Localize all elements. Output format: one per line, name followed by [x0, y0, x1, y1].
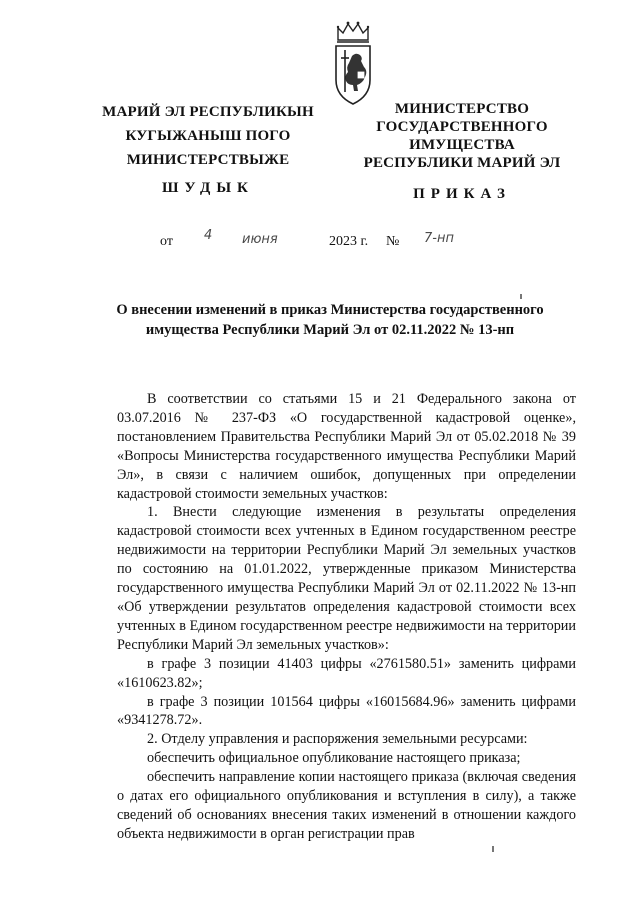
handwritten-month: июня — [242, 232, 278, 247]
header-left-line: МАРИЙ ЭЛ РЕСПУБЛИКЫН — [102, 104, 314, 120]
title-line: имущества Республики Марий Эл от 02.11.2022 № 13-нп — [145, 322, 515, 338]
paragraph: обеспечить направление копии настоящего приказа (включая сведения о датах его официального опубликования и вступления в силу), а также сведений об основаниях внесения таких изменений в отношении каждого объекта недвижимости в орган регистрации прав — [117, 769, 576, 842]
header-right-line: ГОСУДАРСТВЕННОГО — [376, 119, 548, 135]
header-right-line: МИНИСТЕРСТВО — [394, 101, 530, 117]
title-line: О внесении изменений в приказ Министерства государственного — [116, 302, 544, 318]
document-body — [117, 390, 576, 844]
doc-type-left: ШУДЫК — [162, 180, 254, 196]
paragraph: в графе 3 позиции 41403 цифры «2761580.51» заменить цифрами «1610623.82»; — [117, 655, 576, 691]
header-left-block — [98, 100, 318, 172]
coat-of-arms-emblem — [332, 18, 374, 108]
header-left-line: МИНИСТЕРСТВЫЖЕ — [126, 152, 290, 168]
from-label: от — [160, 234, 173, 249]
paragraph: в графе 3 позиции 101564 цифры «16015684.96» заменить цифрами «9341278.72». — [117, 693, 576, 729]
handwritten-day: 4 — [204, 228, 213, 243]
handwritten-number: 7-нп — [424, 231, 454, 246]
paragraph: обеспечить официальное опубликование настоящего приказа; — [147, 750, 521, 767]
header-right-line: РЕСПУБЛИКИ МАРИЙ ЭЛ — [363, 155, 561, 171]
date-number-line — [0, 228, 640, 256]
year-label: 2023 г. — [329, 234, 369, 249]
scan-mark — [520, 294, 522, 299]
scan-mark — [492, 846, 494, 852]
document-title — [90, 300, 570, 340]
doc-type-right: ПРИКАЗ — [413, 186, 511, 202]
paragraph: 1. Внести следующие изменения в результаты определения кадастровой стоимости всех учтенных в Едином государственном реестре недвижимости на территории Республики Марий Эл земельных участков по состоянию на 01.01.2022, утвержденные приказом Министерства государственного имущества Республики Марий Эл от 02.11.2022 № 13-нп «Об утверждении результатов определения кадастровой стоимости всех учтенных в Едином государственном реестре недвижимости на территории Республики Марий Эл земельных участков»: — [117, 504, 576, 653]
header-right-line: ИМУЩЕСТВА — [409, 137, 515, 153]
header-right-block — [352, 100, 572, 172]
number-label: № — [386, 234, 400, 249]
paragraph: 2. Отделу управления и распоряжения земельными ресурсами: — [147, 731, 528, 748]
header-left-line: КУГЫЖАНЫШ ПОГО — [125, 128, 291, 144]
paragraph: В соответствии со статьями 15 и 21 Федерального закона от 03.07.2016 № 237-ФЗ «О государственной кадастровой оценке», постановлением Правительства Республики Марий Эл от 05.02.2018 № 39 «Вопросы Министерства государственного имущества Республики Марий Эл», в связи с наличием ошибок, допущенных при определении кадастровой стоимости земельных участков: — [117, 391, 576, 502]
